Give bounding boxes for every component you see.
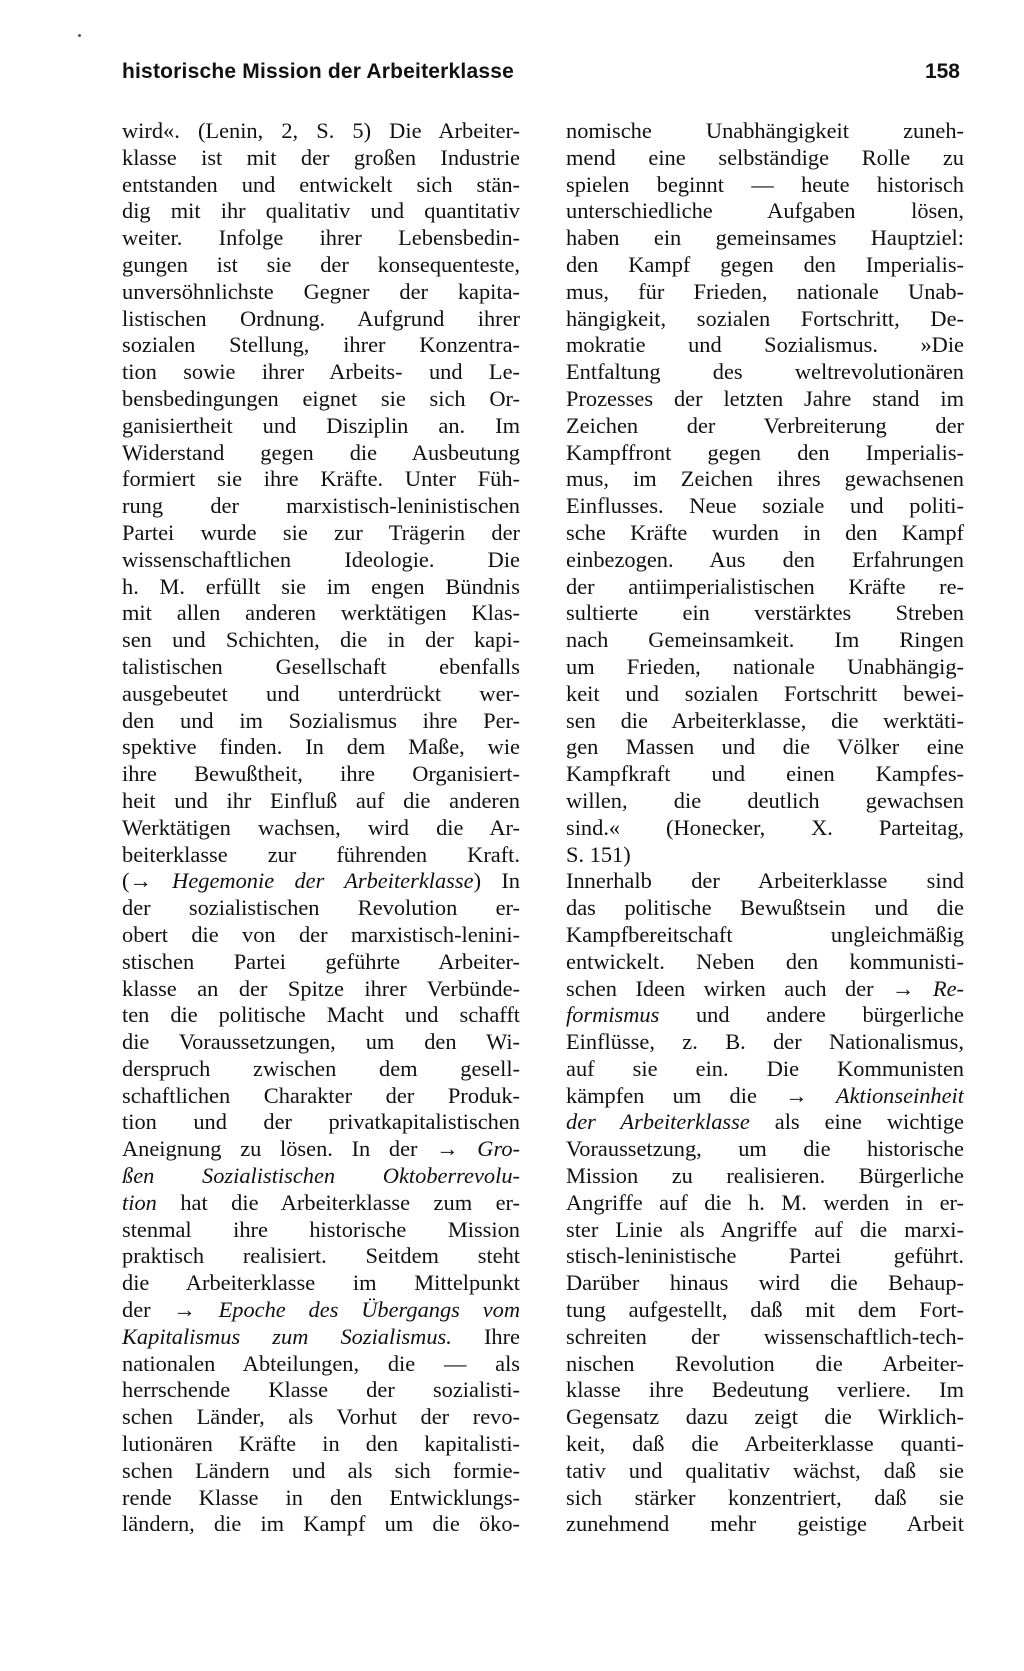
text-line [122,1217,520,1244]
text-line [566,1377,964,1404]
text-line [122,1136,520,1163]
text-line [122,1163,520,1190]
text-run: und andere bürgerliche [659,1002,964,1028]
text-line [566,681,964,708]
text-run: ten die politische Macht und schafft [122,1002,520,1028]
text-run: bensbedingungen eignet sie sich Or- [122,385,520,411]
text-run: ) In [473,868,520,894]
right-text-column [566,118,964,1538]
text-run: um Frieden, nationale Unabhängig- [566,653,964,679]
text-run: mus, im Zeichen ihres gewachsenen [566,466,964,492]
text-line [122,1377,520,1404]
text-line [566,359,964,386]
text-run: listischen Ordnung. Aufgrund ihrer [122,305,520,331]
text-line [566,815,964,842]
text-line [566,279,964,306]
text-run: den und im Sozialismus ihre Per- [122,707,520,733]
text-run: schaftlichen Charakter der Produk- [122,1082,520,1108]
text-run: tung aufgestellt, daß mit dem Fort- [566,1297,964,1323]
text-line [122,922,520,949]
text-line [122,1190,520,1217]
text-run: mokratie und Sozialismus. »Die [566,332,964,358]
text-line [122,949,520,976]
text-run: gungen ist sie der konsequenteste, [122,251,520,277]
text-line [122,413,520,440]
cross-reference[interactable]: Kapitalismus zum Sozialismus. [122,1323,452,1349]
text-run: sind.« (Honecker, X. Parteitag, [566,814,964,840]
text-run: die Arbeiterklasse im Mittelpunkt [122,1270,520,1296]
text-run: klasse an der Spitze ihrer Verbünde- [122,975,520,1001]
text-line [122,815,520,842]
text-run: der antiimperialistischen Kräfte re- [566,573,964,599]
text-run: Kampfkraft und einen Kampfes- [566,761,964,787]
text-line [122,1458,520,1485]
cross-reference[interactable]: Hegemonie der Arbeiterklasse [172,868,474,894]
text-line [122,493,520,520]
text-run: Angriffe auf die h. M. werden in er- [566,1189,964,1215]
text-line [122,734,520,761]
text-line [566,172,964,199]
text-run: hängigkeit, sozialen Fortschritt, De- [566,305,964,331]
text-run: stenmal ihre historische Mission [122,1216,520,1242]
text-line [566,386,964,413]
text-run: spektive finden. In dem Maße, wie [122,734,520,760]
text-line [566,708,964,735]
text-line [122,868,520,895]
text-line [122,600,520,627]
text-line [122,306,520,333]
text-line [122,976,520,1003]
text-line [566,1431,964,1458]
text-run: tion sowie ihrer Arbeits- und Le- [122,359,520,385]
text-line [122,1431,520,1458]
text-line [566,1243,964,1270]
text-run: Aneignung zu lösen. In der → [122,1136,478,1162]
text-run: kämpfen um die → [566,1082,836,1108]
text-line [122,1083,520,1110]
text-line [566,145,964,172]
text-line [566,1404,964,1431]
text-run: hat die Arbeiterklasse zum er- [156,1189,520,1215]
text-run: dig mit ihr qualitativ und quantitativ [122,198,520,224]
text-run: schen Länder, als Vorhut der revo- [122,1404,520,1430]
text-run: ausgebeutet und unterdrückt wer- [122,680,520,706]
text-run: keit, daß die Arbeiterklasse quanti- [566,1431,964,1457]
text-run: stischen Partei geführte Arbeiter- [122,948,520,974]
text-run: heit und ihr Einfluß auf die anderen [122,787,520,813]
text-run: herrschende Klasse der sozialisti- [122,1377,520,1403]
cross-reference[interactable]: Epoche des Übergangs vom [218,1297,520,1323]
text-run: nach Gemeinsamkeit. Im Ringen [566,627,964,653]
text-run: Darüber hinaus wird die Behaup- [566,1270,964,1296]
cross-reference[interactable]: Re- [932,975,964,1001]
text-run: gen Massen und die Völker eine [566,734,964,760]
text-line [566,1136,964,1163]
text-run: der sozialistischen Revolution er- [122,895,520,921]
text-line [122,1002,520,1029]
text-run: obert die von der marxistisch-lenini- [122,921,520,947]
text-line [122,627,520,654]
text-line [122,225,520,252]
text-line [566,574,964,601]
text-run: Partei wurde sie zur Trägerin der [122,519,520,545]
text-run: ganisiertheit und Disziplin an. Im [122,412,520,438]
text-run: Prozesses der letzten Jahre stand im [566,385,964,411]
text-run: mit allen anderen werktätigen Klas- [122,600,520,626]
text-line [566,734,964,761]
text-line [122,1243,520,1270]
text-run: (→ [122,868,173,894]
text-line [122,1270,520,1297]
text-run: sen und Schichten, die in der kapi- [122,627,520,653]
text-line [566,949,964,976]
text-run: klasse ist mit der großen Industrie [122,144,520,170]
text-line [566,1056,964,1083]
cross-reference[interactable]: formismus [566,1002,660,1028]
text-run: klasse ihre Bedeutung verliere. Im [566,1377,964,1403]
text-line [122,1029,520,1056]
text-line [566,225,964,252]
text-run: ihre Bewußtheit, ihre Organisiert- [122,761,520,787]
text-line [122,332,520,359]
text-line [122,252,520,279]
text-run: rende Klasse in den Entwicklungs- [122,1484,520,1510]
text-run: h. M. erfüllt sie im engen Bündnis [122,573,520,599]
text-run: entstanden und entwickelt sich stän- [122,171,520,197]
page-number: 158 [924,60,960,83]
text-run: S. 151) [566,841,631,867]
text-run: wissenschaftlichen Ideologie. Die [122,546,520,572]
text-line [566,868,964,895]
text-line [122,359,520,386]
text-line [122,440,520,467]
text-run: willen, die deutlich gewachsen [566,787,964,813]
text-line [566,976,964,1003]
text-line [566,1109,964,1136]
text-line [122,466,520,493]
text-run: Kampfbereitschaft ungleichmäßig [566,921,964,947]
text-run: Gegensatz dazu zeigt die Wirklich- [566,1404,964,1430]
text-run: Kampffront gegen den Imperialis- [566,439,964,465]
text-line [122,145,520,172]
text-line [566,1324,964,1351]
text-run: ster Linie als Angriffe auf die marxi- [566,1216,964,1242]
text-line [566,1485,964,1512]
text-line [566,895,964,922]
text-run: schen Ideen wirken auch der → [566,975,933,1001]
text-line [122,842,520,869]
text-run: die Voraussetzungen, um den Wi- [122,1029,520,1055]
text-run: wird«. (Lenin, 2, S. 5) Die Arbeiter- [122,118,520,143]
text-line [566,198,964,225]
text-run: sche Kräfte wurden in den Kampf [566,519,964,545]
text-line [122,547,520,574]
page-header [122,60,960,100]
text-line [566,1270,964,1297]
text-line [566,1511,964,1538]
text-line [566,1163,964,1190]
text-run: sich stärker konzentriert, daß sie [566,1484,964,1510]
text-line [566,600,964,627]
text-line [566,118,964,145]
cross-reference[interactable]: Gro- [477,1136,520,1162]
text-run: ländern, die im Kampf um die öko- [122,1511,520,1537]
text-line [122,895,520,922]
text-line [566,547,964,574]
text-run: Entfaltung des weltrevolutionären [566,359,964,385]
text-line [566,761,964,788]
text-line [566,1351,964,1378]
text-line [122,788,520,815]
text-run: auf sie ein. Die Kommunisten [566,1055,964,1081]
text-run: Einflusses. Neue soziale und politi- [566,493,964,519]
text-run: formiert sie ihre Kräfte. Unter Füh- [122,466,520,492]
text-run: mend eine selbständige Rolle zu [566,144,964,170]
text-run: Innerhalb der Arbeiterklasse sind [566,868,964,894]
text-line [566,306,964,333]
text-line [122,654,520,681]
text-line [566,332,964,359]
text-line [566,627,964,654]
text-line [122,520,520,547]
text-line [122,708,520,735]
text-run: keit und sozialen Fortschritt bewei- [566,680,964,706]
text-run: beiterklasse zur führenden Kraft. [122,841,520,867]
text-line [122,1109,520,1136]
text-line [122,386,520,413]
text-run: Einflüsse, z. B. der Nationalismus, [566,1029,964,1055]
text-line [566,1190,964,1217]
text-run: als eine wichtige [749,1109,964,1135]
text-run: rung der marxistisch-leninistischen [122,493,520,519]
text-line [566,922,964,949]
running-head: historische Mission der Arbeiterklasse [122,60,514,83]
text-run: sultierte ein verstärktes Streben [566,600,964,626]
text-run: Voraussetzung, um die historische [566,1136,964,1162]
text-run: den Kampf gegen den Imperialis- [566,251,964,277]
text-run: sen die Arbeiterklasse, die werktäti- [566,707,964,733]
text-line [566,788,964,815]
text-run: der → [122,1297,219,1323]
text-run: tion und der privatkapitalistischen [122,1109,520,1135]
text-run: unterschiedliche Aufgaben lösen, [566,198,964,224]
text-line [122,118,520,145]
text-run: weiter. Infolge ihrer Lebensbedin- [122,225,520,251]
text-run: einbezogen. Aus den Erfahrungen [566,546,964,572]
text-run: stisch-leninistische Partei geführt. [566,1243,964,1269]
text-line [566,1029,964,1056]
text-line [566,1002,964,1029]
scan-speck [78,34,81,37]
text-line [566,1297,964,1324]
text-line [566,1217,964,1244]
text-line [566,1083,964,1110]
text-run: praktisch realisiert. Seitdem steht [122,1243,520,1269]
text-run: talistischen Gesellschaft ebenfalls [122,653,520,679]
text-run: spielen beginnt — heute historisch [566,171,964,197]
text-line [122,681,520,708]
text-line [122,1324,520,1351]
text-run: Ihre [451,1323,520,1349]
text-line [566,440,964,467]
text-line [566,493,964,520]
text-run: schreiten der wissenschaftlich-tech- [566,1323,964,1349]
text-run: Werktätigen wachsen, wird die Ar- [122,814,520,840]
text-line [566,520,964,547]
text-run: tativ und qualitativ wächst, daß sie [566,1457,964,1483]
text-run: lutionären Kräfte in den kapitalisti- [122,1431,520,1457]
text-line [122,1056,520,1083]
text-line [566,654,964,681]
cross-reference[interactable]: Aktionseinheit [835,1082,964,1108]
text-run: Widerstand gegen die Ausbeutung [122,439,520,465]
text-line [566,252,964,279]
left-text-column [122,118,520,1538]
text-line [566,466,964,493]
text-run: entwickelt. Neben den kommunisti- [566,948,964,974]
text-line [122,172,520,199]
text-run: haben ein gemeinsames Hauptziel: [566,225,964,251]
text-line [122,1511,520,1538]
cross-reference[interactable]: ßen Sozialistischen Oktoberrevolu- [122,1163,520,1189]
text-line [122,1351,520,1378]
text-run: nationalen Abteilungen, die — als [122,1350,520,1376]
text-run: das politische Bewußtsein und die [566,895,964,921]
text-run: Mission zu realisieren. Bürgerliche [566,1163,964,1189]
text-run: nischen Revolution die Arbeiter- [566,1350,964,1376]
text-line [122,761,520,788]
cross-reference[interactable]: tion [122,1189,157,1215]
text-run: schen Ländern und als sich formie- [122,1457,520,1483]
text-line [122,1485,520,1512]
text-run: zunehmend mehr geistige Arbeit [566,1511,964,1537]
text-line [122,574,520,601]
text-run: nomische Unabhängigkeit zuneh- [566,118,964,143]
text-run: unversöhnlichste Gegner der kapita- [122,278,520,304]
text-line [566,1458,964,1485]
cross-reference[interactable]: der Arbeiterklasse [566,1109,750,1135]
text-line [122,279,520,306]
text-run: derspruch zwischen dem gesell- [122,1055,520,1081]
text-run: sozialen Stellung, ihrer Konzentra- [122,332,520,358]
text-line [566,413,964,440]
text-line [566,842,964,869]
text-line [122,198,520,225]
text-line [122,1297,520,1324]
text-run: mus, für Frieden, nationale Unab- [566,278,964,304]
text-line [122,1404,520,1431]
text-run: Zeichen der Verbreiterung der [566,412,964,438]
